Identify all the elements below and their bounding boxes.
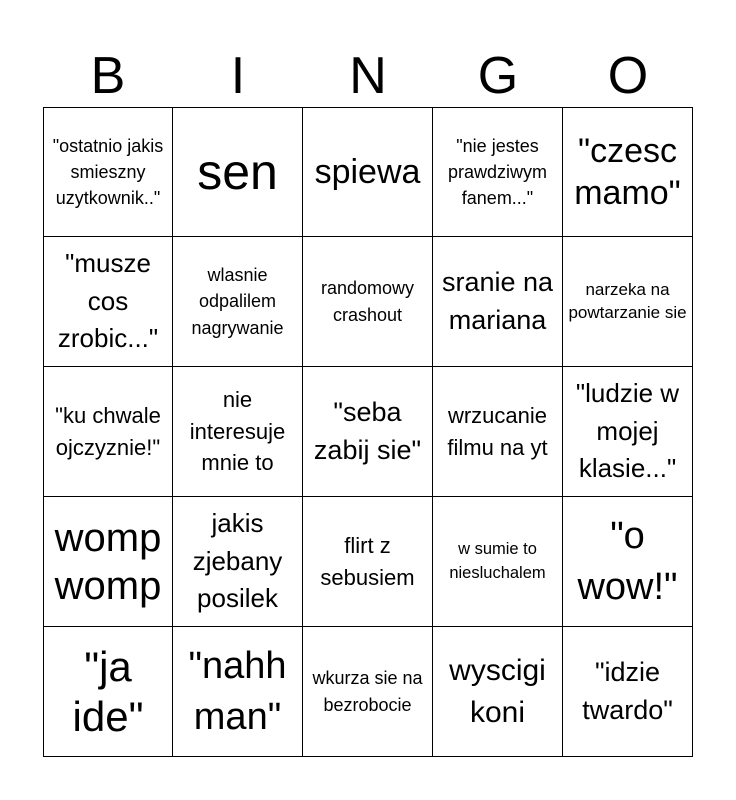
bingo-cell-r1-c5[interactable]	[563, 107, 693, 237]
cell-text: "idzie twardo"	[582, 656, 673, 725]
bingo-cell-r1-c2[interactable]	[173, 107, 303, 237]
bingo-header	[43, 44, 693, 108]
cell-text: "ostatnio jakis smieszny uzytkownik.."	[52, 135, 164, 209]
bingo-cell-r5-c4[interactable]	[433, 627, 563, 757]
bingo-cell-r3-c3[interactable]	[303, 367, 433, 497]
bingo-cell-r5-c3[interactable]	[303, 627, 433, 757]
bingo-cell-r3-c4[interactable]	[433, 367, 563, 497]
header-letter-n: N	[349, 47, 387, 105]
bingo-cell-r1-c1[interactable]	[43, 107, 173, 237]
bingo-cell-r2-c1[interactable]	[43, 237, 173, 367]
bingo-cell-r1-c4[interactable]	[433, 107, 563, 237]
bingo-cell-r2-c3[interactable]	[303, 237, 433, 367]
cell-text: w sumie to niesluchalem	[449, 539, 546, 582]
bingo-cell-r5-c2[interactable]	[173, 627, 303, 757]
bingo-cell-r5-c1[interactable]	[43, 627, 173, 757]
header-letter-i: I	[230, 47, 246, 105]
cell-text: "ja ide"	[72, 642, 144, 740]
cell-text: "musze cos zrobic..."	[57, 247, 159, 354]
header-letter-o: O	[607, 47, 649, 105]
cell-text: spiewa	[314, 152, 421, 191]
cell-text: wrzucanie filmu na yt	[447, 402, 548, 460]
cell-text: wkurza sie na bezrobocie	[312, 668, 423, 715]
bingo-cell-r4-c1[interactable]	[43, 497, 173, 627]
cell-text: "nahh man"	[188, 645, 287, 738]
cell-text: "seba zabij sie"	[313, 396, 422, 465]
cell-text: "czesc mamo"	[574, 131, 681, 212]
bingo-cell-r2-c4[interactable]	[433, 237, 563, 367]
cell-text: "o wow!"	[577, 515, 678, 608]
cell-text: sranie na mariana	[441, 266, 554, 335]
bingo-cell-r3-c5[interactable]	[563, 367, 693, 497]
cell-text: narzeka na powtarzanie sie	[568, 279, 687, 322]
cell-text: sen	[197, 144, 278, 200]
bingo-cell-r4-c5[interactable]	[563, 497, 693, 627]
bingo-cell-r4-c3[interactable]	[303, 497, 433, 627]
cell-text: womp womp	[54, 515, 162, 608]
cell-text: wyscigi koni	[449, 654, 546, 729]
cell-text: nie interesuje mnie to	[189, 386, 286, 476]
header-letter-g: G	[477, 47, 519, 105]
bingo-cell-r4-c4[interactable]	[433, 497, 563, 627]
bingo-cell-r4-c2[interactable]	[173, 497, 303, 627]
cell-text: "nie jestes prawdziwym fanem..."	[447, 135, 548, 209]
cell-text: "ludzie w mojej klasie..."	[575, 377, 680, 484]
bingo-cell-r2-c2[interactable]	[173, 237, 303, 367]
bingo-cell-r2-c5[interactable]	[563, 237, 693, 367]
bingo-board	[43, 107, 693, 757]
bingo-cell-r1-c3[interactable]	[303, 107, 433, 237]
cell-text: randomowy crashout	[320, 278, 415, 325]
cell-text: jakis zjebany posilek	[192, 507, 283, 614]
cell-text: flirt z sebusiem	[320, 532, 415, 590]
cell-text: "ku chwale ojczyznie!"	[55, 402, 161, 460]
cell-text: wlasnie odpalilem nagrywanie	[191, 265, 284, 338]
header-letter-b: B	[90, 47, 126, 105]
bingo-cell-r3-c1[interactable]	[43, 367, 173, 497]
bingo-cell-r5-c5[interactable]	[563, 627, 693, 757]
bingo-cell-r3-c2[interactable]	[173, 367, 303, 497]
